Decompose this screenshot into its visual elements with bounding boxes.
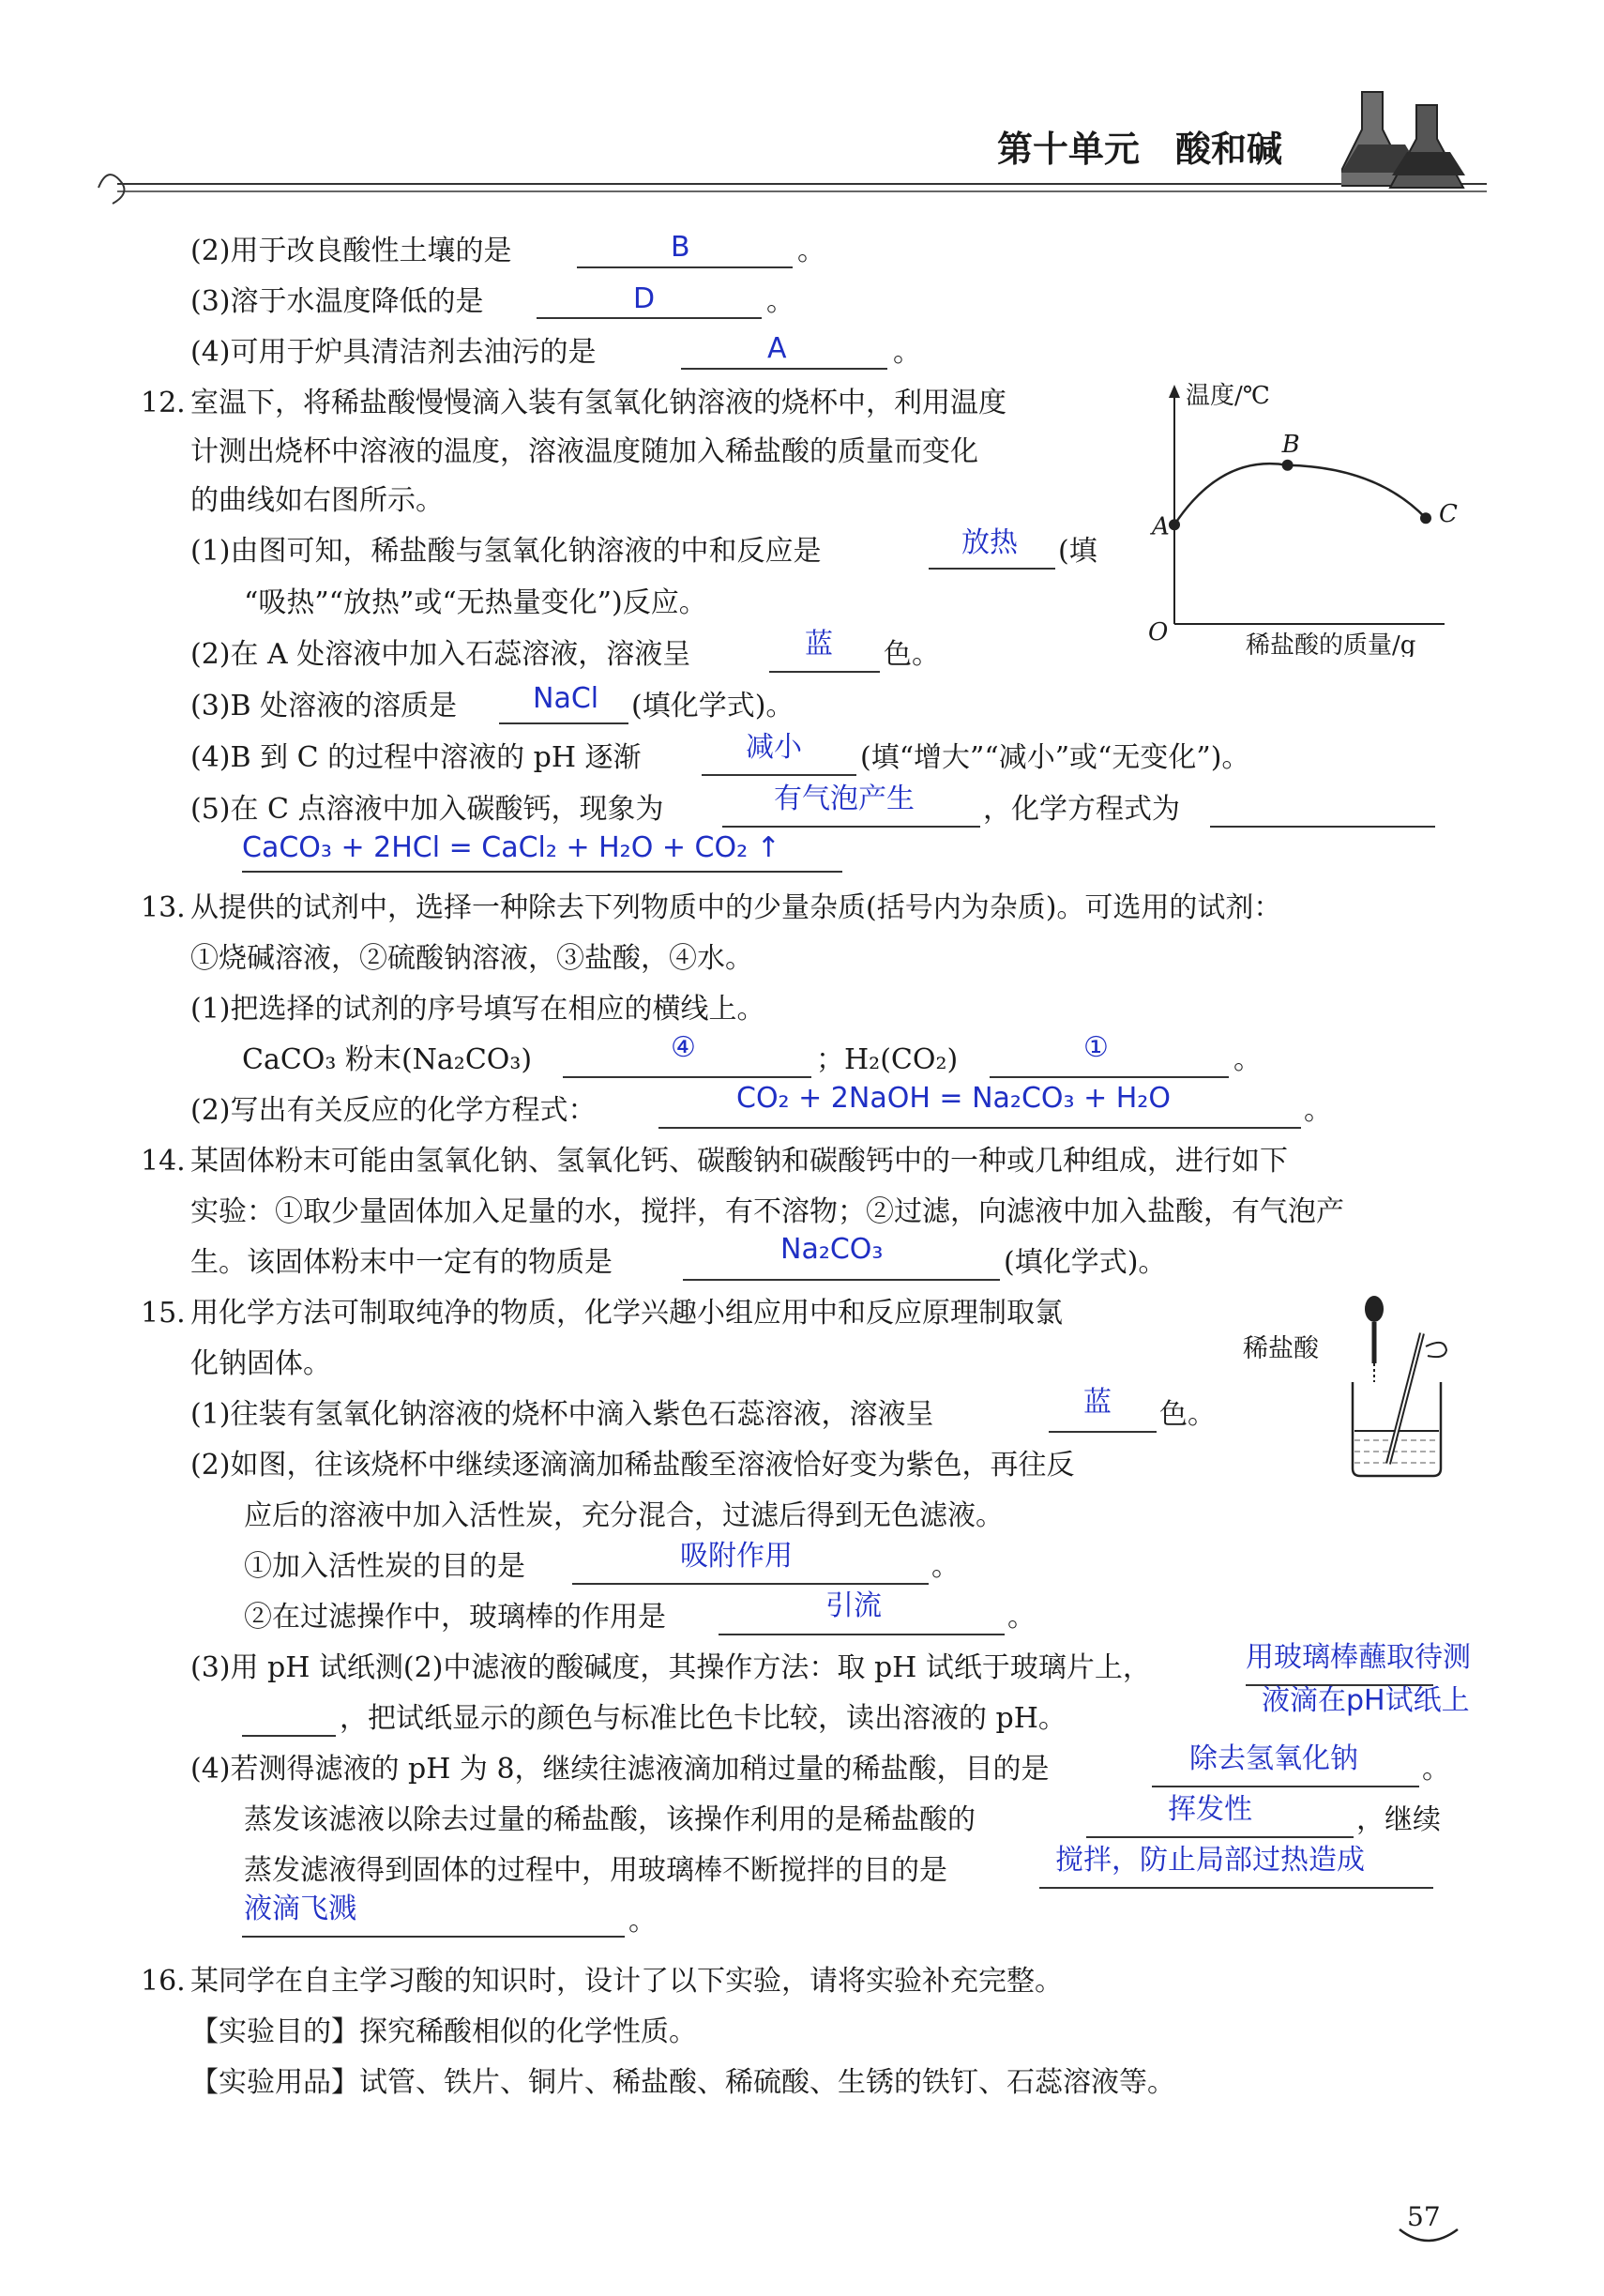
q13-item2-answer: ①	[1083, 1031, 1109, 1064]
q12-part3-answer: NaCl	[533, 682, 599, 715]
q11-part3-answer: D	[633, 282, 656, 315]
q12-part1-answer: 放热	[961, 526, 1018, 559]
q12-part1-fill: (填	[1058, 535, 1097, 568]
q13-part2: (2)写出有关反应的化学方程式：	[190, 1094, 597, 1127]
q15-part4-line2: 蒸发该滤液以除去过量的稀盐酸，该操作利用的是稀盐酸的	[244, 1803, 976, 1836]
q12-part1-blank[interactable]	[929, 568, 1055, 570]
q11-part2-answer: B	[671, 231, 690, 264]
q12-part5-blank[interactable]	[722, 826, 980, 828]
q13-item1: CaCO₃ 粉末(Na₂CO₃)	[242, 1043, 533, 1076]
q16-number: 16.	[141, 1965, 186, 1998]
unit-title: 第十单元 酸和碱	[997, 128, 1283, 170]
q14-end: (填化学式)。	[1004, 1246, 1167, 1279]
q12-part1-line1: (1)由图可知，稀盐酸与氢氧化钠溶液的中和反应是	[190, 535, 822, 568]
q15-part4-blank[interactable]	[1152, 1786, 1419, 1787]
q15-part4-line3-answer1: 搅拌，防止局部过热造成	[1055, 1844, 1365, 1877]
q12-part4-end: (填“增大”“减小”或“无变化”)。	[860, 741, 1250, 774]
q12-equation-blank[interactable]	[242, 871, 842, 873]
q12-part2-answer: 蓝	[805, 628, 833, 661]
dropper-bulb	[1365, 1296, 1384, 1322]
q15-stem-line1: 用化学方法可制取纯净的物质，化学兴趣小组应用中和反应原理制取氯	[190, 1297, 1063, 1330]
q13-item-end: 。	[1233, 1043, 1262, 1076]
q13-part2-blank[interactable]	[658, 1127, 1301, 1129]
q15-part2-i-end: 。	[931, 1550, 960, 1583]
dropper-label: 稀盐酸	[1243, 1334, 1319, 1363]
chart-point-label-b: B	[1281, 430, 1300, 459]
q15-part4-answer: 除去氢氧化钠	[1189, 1742, 1358, 1775]
q11-part4-end: 。	[893, 336, 921, 369]
q15-part1-end: 色。	[1159, 1398, 1216, 1431]
q15-part4-end: 。	[1422, 1753, 1450, 1786]
chart-y-axis-label: 温度/℃	[1186, 382, 1270, 410]
q15-part3-line1: (3)用 pH 试纸测(2)中滤液的酸碱度，其操作方法：取 pH 试纸于玻璃片上，	[190, 1651, 1151, 1684]
q13-item1-answer: ④	[671, 1031, 696, 1064]
q12-part1-line2: “吸热”“放热”或“无热量变化”)反应。	[244, 586, 707, 619]
q13-part1: (1)把选择的试剂的序号填写在相应的横线上。	[190, 993, 765, 1026]
chart-point-b	[1282, 460, 1294, 471]
q12-part3-end: (填化学式)。	[631, 690, 794, 722]
q15-part4-line1: (4)若测得滤液的 pH 为 8，继续往滤液滴加稍过量的稀盐酸，目的是	[190, 1753, 1050, 1786]
q11-part4: (4)可用于炉具清洁剂去油污的是	[190, 336, 597, 369]
chart-curve	[1174, 464, 1426, 525]
chart-origin-label: O	[1148, 618, 1169, 646]
q15-part4-line2-blank[interactable]	[1086, 1836, 1354, 1838]
q12-part4: (4)B 到 C 的过程中溶液的 pH 逐渐	[190, 741, 642, 774]
q15-part2-i-blank[interactable]	[572, 1583, 929, 1585]
q15-part2-ii: ②在过滤操作中，玻璃棒的作用是	[244, 1601, 666, 1634]
q15-part2-line2: 应后的溶液中加入活性炭，充分混合，过滤后得到无色滤液。	[244, 1499, 1004, 1532]
q15-part2-ii-end: 。	[1007, 1601, 1036, 1634]
q15-part1-blank[interactable]	[1049, 1431, 1157, 1433]
beaker-dropper-figure	[1332, 1290, 1473, 1497]
q14-line3: 生。该固体粉末中一定有的物质是	[190, 1246, 613, 1279]
page-number-swoosh	[1396, 2226, 1461, 2254]
q14-number: 14.	[141, 1145, 186, 1178]
q11-part2: (2)用于改良酸性土壤的是	[190, 235, 512, 267]
q12-stem-line2: 计测出烧杯中溶液的温度，溶液温度随加入稀盐酸的质量而变化	[190, 435, 978, 468]
q15-part3-line2: ，把试纸显示的颜色与标准比色卡比较，读出溶液的 pH。	[340, 1702, 1067, 1735]
q13-stem-line2: ①烧碱溶液，②硫酸钠溶液，③盐酸，④水。	[190, 942, 753, 975]
chart-point-c	[1420, 512, 1431, 524]
q15-stem-line2: 化钠固体。	[190, 1347, 331, 1380]
q15-part3-answer-line1: 用玻璃棒蘸取待测	[1246, 1641, 1471, 1674]
q15-part4-line2-answer: 挥发性	[1168, 1793, 1252, 1826]
q15-part4-line4-blank[interactable]	[242, 1936, 625, 1938]
q11-part3-blank[interactable]	[537, 317, 762, 319]
q15-part4-line4-end: 。	[628, 1905, 657, 1938]
chart-point-label-a: A	[1152, 512, 1170, 541]
q13-part2-answer: CO₂ + 2NaOH = Na₂CO₃ + H₂O	[736, 1082, 1171, 1115]
chart-x-axis-label: 稀盐酸的质量/g	[1246, 631, 1416, 657]
q15-part2-line1: (2)如图，往该烧杯中继续逐滴滴加稀盐酸至溶液恰好变为紫色，再往反	[190, 1449, 1075, 1482]
q12-part3-blank[interactable]	[499, 722, 628, 724]
q11-part3: (3)溶于水温度降低的是	[190, 285, 484, 318]
q13-item2-blank[interactable]	[990, 1076, 1229, 1078]
q13-part2-end: 。	[1304, 1094, 1332, 1127]
q13-item2: ；H₂(CO₂)	[816, 1043, 959, 1076]
q16-items: 【实验用品】试管、铁片、铜片、稀盐酸、稀硫酸、生锈的铁钉、石蕊溶液等。	[190, 2066, 1175, 2099]
q13-number: 13.	[141, 891, 186, 924]
q14-blank[interactable]	[683, 1279, 1000, 1281]
q12-part2-end: 色。	[884, 638, 940, 671]
q15-part4-line3-blank[interactable]	[1039, 1887, 1433, 1889]
q16-stem: 某同学在自主学习酸的知识时，设计了以下实验，请将实验补充完整。	[190, 1965, 1063, 1998]
flask-icon	[1341, 86, 1491, 197]
q14-line1: 某固体粉末可能由氢氧化钠、氢氧化钙、碳酸钠和碳酸钙中的一种或几种组成，进行如下	[190, 1145, 1288, 1178]
q15-part1: (1)往装有氢氧化钠溶液的烧杯中滴入紫色石蕊溶液，溶液呈	[190, 1398, 934, 1431]
q12-stem-line1: 室温下，将稀盐酸慢慢滴入装有氢氧化钠溶液的烧杯中，利用温度	[190, 387, 1006, 419]
q12-part4-answer: 减小	[746, 731, 802, 764]
q12-stem-line3: 的曲线如右图所示。	[190, 484, 444, 517]
q15-part4-line3-answer2: 液滴飞溅	[244, 1893, 356, 1925]
q12-equation-answer: CaCO₃ + 2HCl = CaCl₂ + H₂O + CO₂ ↑	[242, 831, 780, 864]
q12-part5-answer: 有气泡产生	[774, 783, 915, 815]
q15-part2-i: ①加入活性炭的目的是	[244, 1550, 525, 1583]
q15-part4-line2-end: ，继续	[1356, 1803, 1441, 1836]
q16-goal: 【实验目的】探究稀酸相似的化学性质。	[190, 2015, 697, 2048]
chart-point-a	[1169, 519, 1180, 530]
page-number: 57	[1407, 2201, 1441, 2232]
q12-part2: (2)在 A 处溶液中加入石蕊溶液，溶液呈	[190, 638, 691, 671]
q11-part4-blank[interactable]	[681, 368, 887, 370]
q15-part1-answer: 蓝	[1083, 1386, 1112, 1419]
q15-part3-blank[interactable]	[242, 1735, 336, 1737]
q11-part4-answer: A	[767, 332, 787, 365]
q15-part2-ii-answer: 引流	[825, 1589, 882, 1622]
q15-part4-line3: 蒸发滤液得到固体的过程中，用玻璃棒不断搅拌的目的是	[244, 1854, 947, 1887]
q14-answer: Na₂CO₃	[780, 1233, 884, 1266]
q15-number: 15.	[141, 1297, 186, 1330]
q12-equation-blank-top[interactable]	[1210, 826, 1435, 828]
header-rule	[89, 150, 1496, 216]
q15-part2-i-answer: 吸附作用	[680, 1540, 793, 1573]
q15-part3-answer-line2: 液滴在pH试纸上	[1262, 1684, 1470, 1717]
q11-part3-end: 。	[766, 285, 794, 318]
temperature-curve-chart	[1126, 375, 1463, 657]
q12-number: 12.	[141, 387, 186, 419]
q12-part2-blank[interactable]	[769, 671, 880, 673]
q15-part2-ii-blank[interactable]	[719, 1634, 1005, 1635]
q14-line2: 实验：①取少量固体加入足量的水，搅拌，有不溶物；②过滤，向滤液中加入盐酸，有气泡产	[190, 1195, 1344, 1228]
q12-part5: (5)在 C 点溶液中加入碳酸钙，现象为	[190, 793, 664, 826]
q13-item1-blank[interactable]	[563, 1076, 811, 1078]
q12-part3: (3)B 处溶液的溶质是	[190, 690, 458, 722]
q11-part2-blank[interactable]	[577, 266, 793, 268]
q13-stem-line1: 从提供的试剂中，选择一种除去下列物质中的少量杂质(括号内为杂质)。可选用的试剂：	[190, 891, 1282, 924]
q11-part2-end: 。	[797, 235, 825, 267]
q12-part5-mid: ，化学方程式为	[983, 793, 1180, 826]
q12-part4-blank[interactable]	[702, 774, 856, 776]
chart-point-label-c: C	[1439, 500, 1458, 529]
